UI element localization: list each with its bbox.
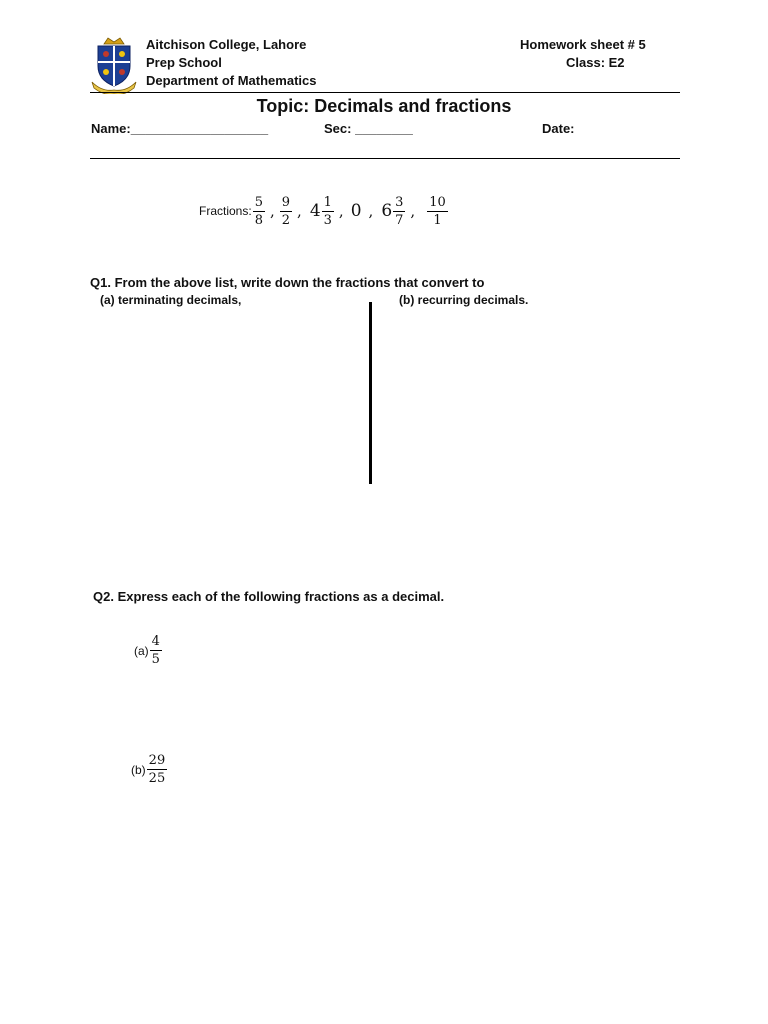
fraction-denominator: 5 xyxy=(151,652,160,667)
question-2b-label: (b) xyxy=(131,762,146,777)
page-title: Topic: Decimals and fractions xyxy=(256,96,512,116)
fraction-denominator: 2 xyxy=(281,212,291,228)
fraction-separator: , xyxy=(410,202,416,220)
question-2a-fraction xyxy=(150,634,162,667)
class-label: Class: E2 xyxy=(566,55,625,70)
fraction-numerator: 1 xyxy=(323,194,332,210)
fraction-item xyxy=(322,195,334,228)
fractions-label: Fractions: xyxy=(199,204,252,218)
fractions-list xyxy=(199,190,449,232)
fraction-separator: , xyxy=(338,202,344,220)
school-name: Aitchison College, Lahore xyxy=(146,37,307,52)
department-name: Department of Mathematics xyxy=(146,73,317,88)
fraction-numerator: 10 xyxy=(429,194,446,210)
mixed-whole-part: 6 xyxy=(381,201,393,221)
question-2b-fraction xyxy=(147,753,168,786)
question-2-prompt: Q2. Express each of the following fractions as a decimal. xyxy=(93,589,445,604)
division-name: Prep School xyxy=(146,55,222,70)
fraction-separator: , xyxy=(368,202,374,220)
fraction-numerator: 3 xyxy=(395,194,404,210)
fraction-denominator: 7 xyxy=(395,212,404,228)
fraction-item xyxy=(427,195,448,228)
date-field: Date: xyxy=(542,121,575,136)
fraction-numerator: 9 xyxy=(281,194,291,210)
fraction-denominator: 25 xyxy=(148,771,166,786)
answer-column-divider xyxy=(369,302,372,484)
question-2b xyxy=(131,753,168,786)
homework-sheet-number: Homework sheet # 5 xyxy=(520,37,646,52)
fraction-denominator: 1 xyxy=(433,212,442,228)
fraction-separator: , xyxy=(297,202,302,220)
fraction-item xyxy=(280,195,292,228)
fraction-denominator: 8 xyxy=(254,212,263,228)
fraction-denominator: 3 xyxy=(323,212,332,228)
header-divider-line xyxy=(90,92,680,93)
question-1-part-b: (b) recurring decimals. xyxy=(399,293,529,307)
name-field: Name:___________________ xyxy=(91,121,269,136)
fraction-item xyxy=(253,195,265,228)
fraction-numerator: 5 xyxy=(254,194,263,210)
info-divider-line xyxy=(90,158,680,159)
question-1-part-a: (a) terminating decimals, xyxy=(100,293,242,307)
section-field: Sec: ________ xyxy=(324,121,413,136)
fraction-separator: , xyxy=(269,202,275,220)
question-2a xyxy=(134,634,163,667)
fraction-numerator: 29 xyxy=(148,753,166,768)
college-crest-logo xyxy=(88,36,140,94)
mixed-whole-part: 4 xyxy=(309,201,321,221)
fraction-numerator: 4 xyxy=(151,634,160,649)
question-1-prompt: Q1. From the above list, write down the fractions that convert to xyxy=(90,275,485,290)
fraction-item xyxy=(393,195,405,228)
question-2a-label: (a) xyxy=(134,643,149,658)
zero-value: 0 xyxy=(350,201,362,221)
